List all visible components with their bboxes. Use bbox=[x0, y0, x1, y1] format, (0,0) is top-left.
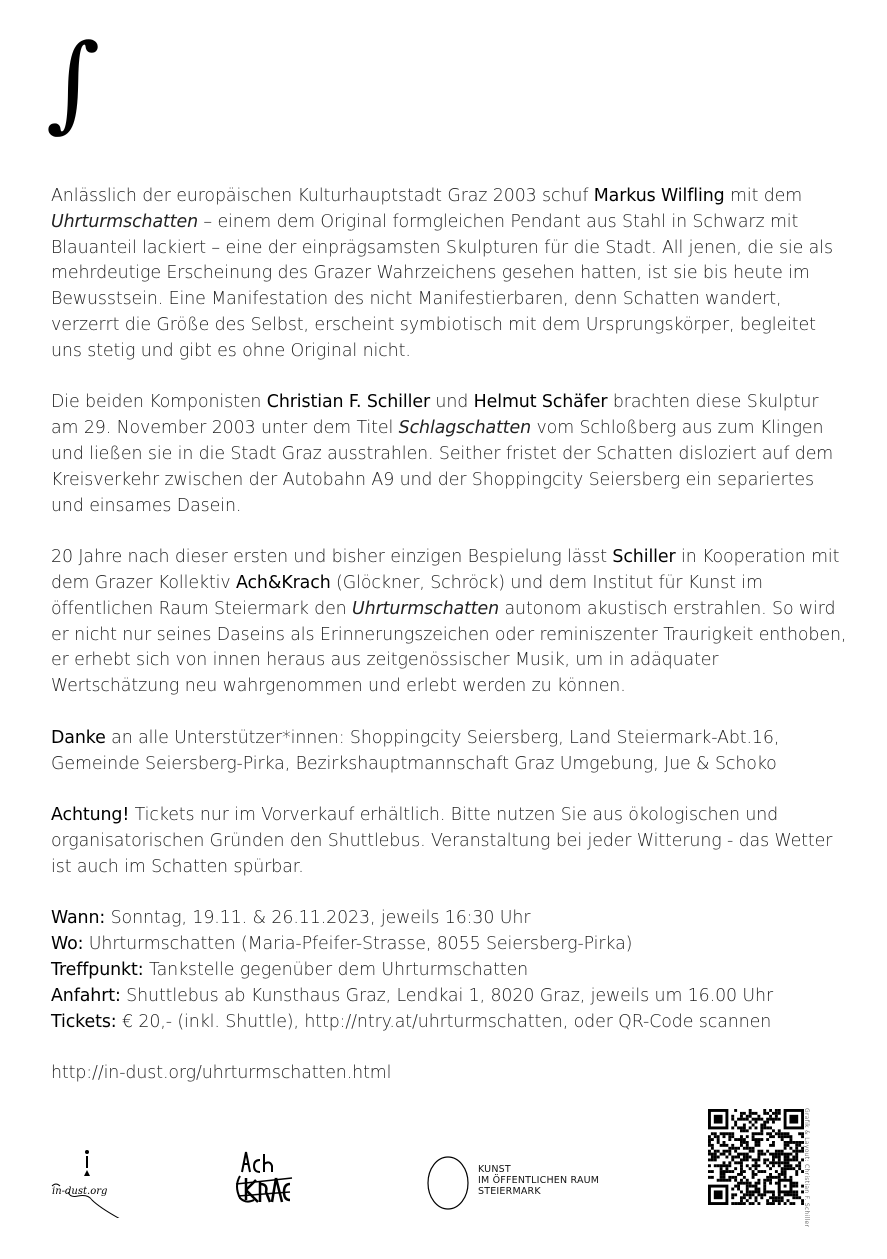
main-text bbox=[51, 184, 851, 1087]
in-dust-logo-text: in-dust.org bbox=[52, 1186, 108, 1197]
info-tickets: Tickets: € 20,- (inkl. Shuttle), http://ntry.at/uhrturmschatten, oder QR-Code scannen bbox=[51, 1011, 772, 1032]
paragraph-project: 20 Jahre nach dieser ersten und bisher einzigen Bespielung lässt Schiller in Kooperation mit dem Grazer Kollektiv Ach&Krach (Glöckner, Schröck) und dem Institut für Kunst im öffentlichen Raum Steiermark den Uhrturmschatten autonom akustisch erstrahlen. So wird er nicht nur seines Daseins als Erinnerungszeichen oder reminiszenter Traurigkeit enthoben, er erhebt sich von innen heraus aus zeitgenössischer Musik, um in adäquater Wertschätzung neu wahrgenommen und erlebt werden zu können. bbox=[51, 547, 847, 697]
event-info bbox=[51, 906, 851, 1035]
website-url[interactable]: http://in-dust.org/uhrturmschatten.html bbox=[51, 1063, 392, 1084]
in-dust-logo bbox=[48, 1146, 128, 1218]
design-credit: Grafik & Layout: Christian F. Schiller bbox=[803, 1108, 810, 1228]
info-travel: Anfahrt: Shuttlebus ab Kunsthaus Graz, Lendkai 1, 8020 Graz, jeweils um 16.00 Uhr bbox=[51, 985, 774, 1006]
kunst-logo-text: KUNST IM ÖFFENTLICHEN RAUM STEIERMARK bbox=[478, 1164, 600, 1197]
ach-krach-logo-mark bbox=[232, 1150, 296, 1206]
kunst-logo-mark bbox=[426, 1155, 470, 1211]
qr-code[interactable] bbox=[708, 1109, 804, 1205]
paragraph-notice: Achtung! Tickets nur im Vorverkauf erhältlich. Bitte nutzen Sie aus ökologischen und organisatorischen Gründen den Shuttlebus. Veranstaltung bei jeder Witterung - das Wetter ist auch im Schatten spürbar. bbox=[51, 805, 833, 877]
qr-code-image[interactable] bbox=[708, 1109, 804, 1205]
artist-name: Markus Wilfling bbox=[593, 186, 725, 206]
integral-symbol-logo: ∫ bbox=[46, 21, 101, 143]
composer-name: Christian F. Schiller bbox=[266, 392, 430, 413]
thanks-label: Danke bbox=[51, 727, 106, 748]
piece-title: Schlagschatten bbox=[398, 418, 532, 439]
info-meeting-point: Treffpunkt: Tankstelle gegenüber dem Uhrturmschatten bbox=[51, 959, 529, 980]
collective-name: Ach&Krach bbox=[235, 572, 331, 593]
paragraph-intro: Anlässlich der europäischen Kulturhauptstadt Graz 2003 schuf Markus Wilfling mit dem Uhrturmschatten – einem dem Original formgleichen Pendant aus Stahl in Schwarz mit Blauanteil lackiert – eine der einprägsamsten Skulpturen für die Stadt. All jenen, die sie als mehrdeutige Erscheinung des Grazer Wahrzeichens gesehen hatten, ist sie bis heute im Bewusstsein. Eine Manifestation des nicht Manifestierbaren, denn Schatten wandert, verzerrt die Größe des Selbst, erscheint symbiotisch mit dem Ursprungskörper, begleitet uns stetig und gibt es ohne Original nicht. bbox=[51, 186, 833, 361]
ach-krach-logo bbox=[232, 1150, 296, 1206]
work-title: Uhrturmschatten bbox=[352, 598, 500, 619]
composer-name: Schiller bbox=[612, 547, 676, 568]
info-where: Wo: Uhrturmschatten (Maria-Pfeifer-Strasse, 8055 Seiersberg-Pirka) bbox=[51, 934, 633, 955]
paragraph-thanks: Danke an alle Unterstützer*innen: Shoppingcity Seiersberg, Land Steiermark-Abt.16, Gemeinde Seiersberg-Pirka, Bezirkshauptmannschaft Graz Umgebung, Jue & Schoko bbox=[51, 727, 780, 774]
work-title: Uhrturmschatten bbox=[51, 211, 198, 232]
notice-label: Achtung! bbox=[51, 805, 130, 826]
paragraph-history: Die beiden Komponisten Christian F. Schiller und Helmut Schäfer brachten diese Skulptur am 29. November 2003 unter dem Titel Schlagschatten vom Schloßberg aus zum Klingen und ließen sie in die Stadt Graz ausstrahlen. Seither fristet der Schatten disloziert auf dem Kreisverkehr zwischen der Autobahn A9 und der Shoppingcity Seiersberg ein separiertes und einsames Dasein. bbox=[51, 392, 834, 516]
info-when: Wann: Sonntag, 19.11. & 26.11.2023, jeweils 16:30 Uhr bbox=[51, 908, 531, 929]
in-dust-logo-mark bbox=[48, 1146, 128, 1218]
composer-name: Helmut Schäfer bbox=[473, 392, 608, 413]
